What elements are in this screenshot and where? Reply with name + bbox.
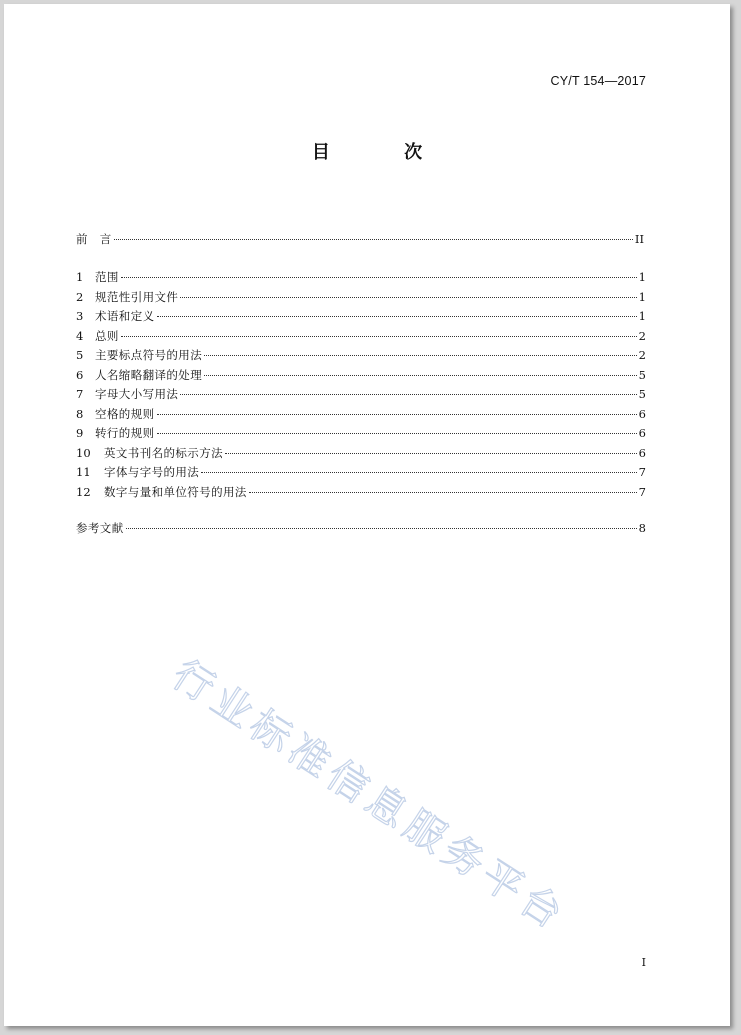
toc-leader-dots: [121, 336, 637, 337]
toc-entry-page: 5: [638, 367, 646, 382]
toc-entry[interactable]: [76, 347, 646, 364]
toc-entry-page: 7: [638, 484, 646, 499]
toc-entry-page: 1: [638, 270, 646, 284]
toc-entry-page: 1: [638, 309, 646, 323]
toc-entry-page: 7: [638, 465, 646, 479]
toc-entry-number: 4: [76, 328, 84, 343]
toc-entry-page: 2: [638, 348, 646, 362]
toc-leader-dots: [249, 492, 637, 493]
page-number: I: [641, 956, 646, 969]
toc-entry-page: 6: [638, 426, 646, 440]
toc-entry-page: 8: [638, 521, 646, 535]
toc-entry-page: 1: [638, 289, 646, 304]
toc-leader-dots: [180, 297, 636, 298]
toc-entry-label: 主要标点符号的用法: [95, 348, 203, 362]
toc-entry-number: 1: [76, 270, 84, 284]
toc-entry-label: 空格的规则: [95, 406, 155, 421]
toc-entry-number: 9: [76, 426, 84, 440]
watermark: 行业标准信息服务平台: [164, 651, 575, 941]
toc-entry-page: II: [634, 232, 644, 246]
toc-leader-dots: [157, 433, 637, 434]
toc-entry-foreword[interactable]: [76, 231, 646, 248]
toc-entry[interactable]: [76, 425, 646, 442]
toc-entry-number: 6: [76, 367, 84, 382]
toc-entry-number: 7: [76, 387, 84, 401]
toc-entry[interactable]: [76, 367, 646, 384]
toc-leader-dots: [157, 414, 637, 415]
toc-entry-number: 12: [76, 484, 91, 499]
toc-entry-label: 参考文献: [76, 521, 124, 535]
standard-number: CY/T 154—2017: [550, 74, 646, 88]
toc-entry[interactable]: [76, 445, 646, 462]
toc-leader-dots: [225, 453, 637, 454]
toc-entry-label: 英文书刊名的标示方法: [104, 445, 223, 460]
toc-entry-label: 转行的规则: [95, 426, 155, 440]
toc-entry-label: 前 言: [76, 232, 112, 246]
toc-entry-label: 规范性引用文件: [95, 289, 179, 304]
toc-entry[interactable]: [76, 328, 646, 345]
toc-entry-label: 数字与量和单位符号的用法: [104, 484, 247, 499]
toc-entry-page: 2: [638, 328, 646, 343]
toc-leader-dots: [114, 239, 633, 240]
document-page: [4, 4, 730, 1026]
toc-entry[interactable]: [76, 464, 646, 481]
toc-entry-label: 总则: [95, 328, 119, 343]
toc-entry-number: 2: [76, 289, 84, 304]
toc-entry-number: 11: [76, 465, 91, 479]
toc-entry[interactable]: [76, 308, 646, 325]
toc-entry-page: 5: [638, 387, 646, 401]
toc-entry[interactable]: [76, 289, 646, 306]
toc-entry-number: 10: [76, 445, 91, 460]
toc-entry[interactable]: [76, 269, 646, 286]
page-title: 目 次: [311, 142, 457, 163]
toc-entry-label: 人名缩略翻译的处理: [95, 367, 203, 382]
toc-entry-number: 5: [76, 348, 84, 362]
toc-leader-dots: [157, 316, 637, 317]
toc-entry[interactable]: [76, 484, 646, 501]
toc-entry[interactable]: [76, 386, 646, 403]
toc-leader-dots: [121, 277, 637, 278]
toc-leader-dots: [204, 375, 637, 376]
toc-entry-page: 6: [638, 445, 646, 460]
toc-entry-page: 6: [638, 406, 646, 421]
toc-leader-dots: [204, 355, 637, 356]
toc-leader-dots: [201, 472, 636, 473]
toc-entry-references[interactable]: [76, 520, 646, 537]
toc-leader-dots: [126, 528, 637, 529]
toc-entry-number: 8: [76, 406, 84, 421]
toc-entry-label: 范围: [95, 270, 119, 284]
toc-leader-dots: [180, 394, 636, 395]
toc-entry[interactable]: [76, 406, 646, 423]
toc-entry-label: 字体与字号的用法: [104, 465, 200, 479]
toc-entry-label: 字母大小写用法: [95, 387, 179, 401]
toc-entry-number: 3: [76, 309, 84, 323]
toc-entry-label: 术语和定义: [95, 309, 155, 323]
